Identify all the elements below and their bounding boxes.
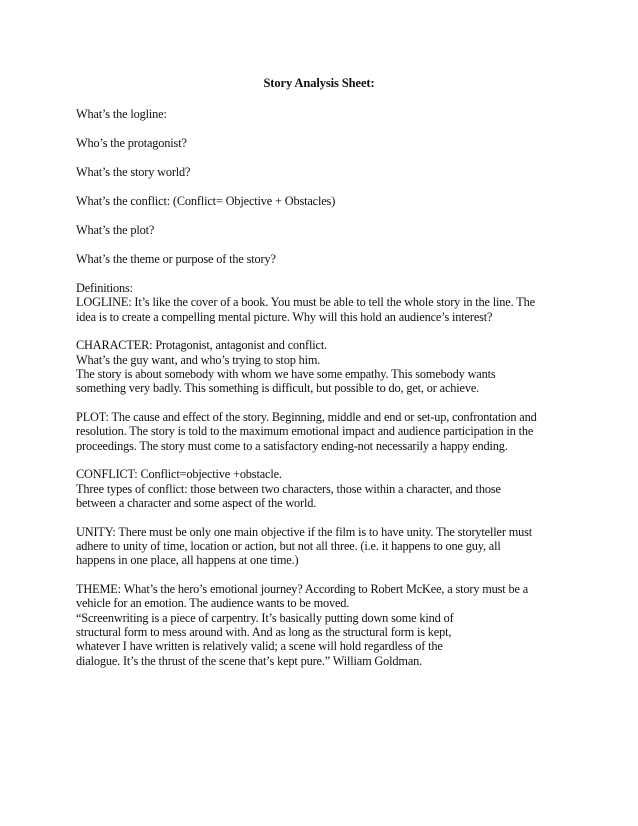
definition-line: THEME: What’s the hero’s emotional journey? According to Robert McKee, a story must be a [76, 582, 529, 597]
definition-line: UNITY: There must be only one main objective if the film is to have unity. The storyteller must [76, 524, 533, 539]
definition-line: between a character and some aspect of the world. [76, 495, 317, 510]
definition-line: LOGLINE: It’s like the cover of a book. You must be able to tell the whole story in the line. The [76, 295, 535, 310]
definition-line: The story is about somebody with whom we have some empathy. This somebody wants [76, 366, 496, 381]
document-body [76, 107, 576, 668]
definition-line: CHARACTER: Protagonist, antagonist and conflict. [76, 338, 328, 353]
quote-line: whatever I have written is relatively valid; a scene will hold regardless of the [76, 639, 443, 654]
definition-plot [76, 410, 576, 453]
definitions-heading: Definitions: [76, 280, 133, 295]
question-conflict: What’s the conflict: (Conflict= Objective + Obstacles) [76, 193, 336, 208]
definition-line: Three types of conflict: those between two characters, those within a character, and those [76, 481, 501, 496]
definition-character [76, 338, 576, 395]
question-theme: What’s the theme or purpose of the story? [76, 251, 276, 266]
quote-line: structural form to mess around with. And as long as the structural form is kept, [76, 625, 452, 640]
definition-conflict [76, 467, 576, 510]
definition-line: happens in one place, all happens at one time.) [76, 553, 299, 568]
quote-line: dialogue. It’s the thrust of the scene that’s kept pure.” William Goldman. [76, 653, 423, 668]
definition-line: CONFLICT: Conflict=objective +obstacle. [76, 467, 282, 482]
definition-theme [76, 582, 576, 611]
question-plot: What’s the plot? [76, 222, 155, 237]
definition-line: vehicle for an emotion. The audience wants to be moved. [76, 596, 350, 611]
definition-logline [76, 295, 576, 324]
definition-line: idea is to create a compelling mental picture. Why will this hold an audience’s interest? [76, 309, 493, 324]
quote-line: “Screenwriting is a piece of carpentry. It’s basically putting down some kind of [76, 610, 454, 625]
william-goldman-quote [76, 611, 496, 668]
definition-unity [76, 525, 576, 568]
definition-line: What’s the guy want, and who’s trying to stop him. [76, 352, 321, 367]
document-title: Story Analysis Sheet: [263, 76, 375, 90]
question-story-world: What’s the story world? [76, 164, 191, 179]
definition-line: adhere to unity of time, location or action, but not all three. (i.e. it happens to one guy, all [76, 539, 501, 554]
definition-line: resolution. The story is told to the maximum emotional impact and audience participation in the [76, 424, 534, 439]
question-protagonist: Who’s the protagonist? [76, 135, 187, 150]
question-logline: What’s the logline: [76, 107, 167, 121]
definition-line: PLOT: The cause and effect of the story. Beginning, middle and end or set-up, confrontation and [76, 409, 537, 424]
definition-line: proceedings. The story must come to a satisfactory ending-not necessarily a happy ending. [76, 438, 508, 453]
definition-line: something very badly. This something is difficult, but possible to do, get, or achieve. [76, 381, 480, 396]
